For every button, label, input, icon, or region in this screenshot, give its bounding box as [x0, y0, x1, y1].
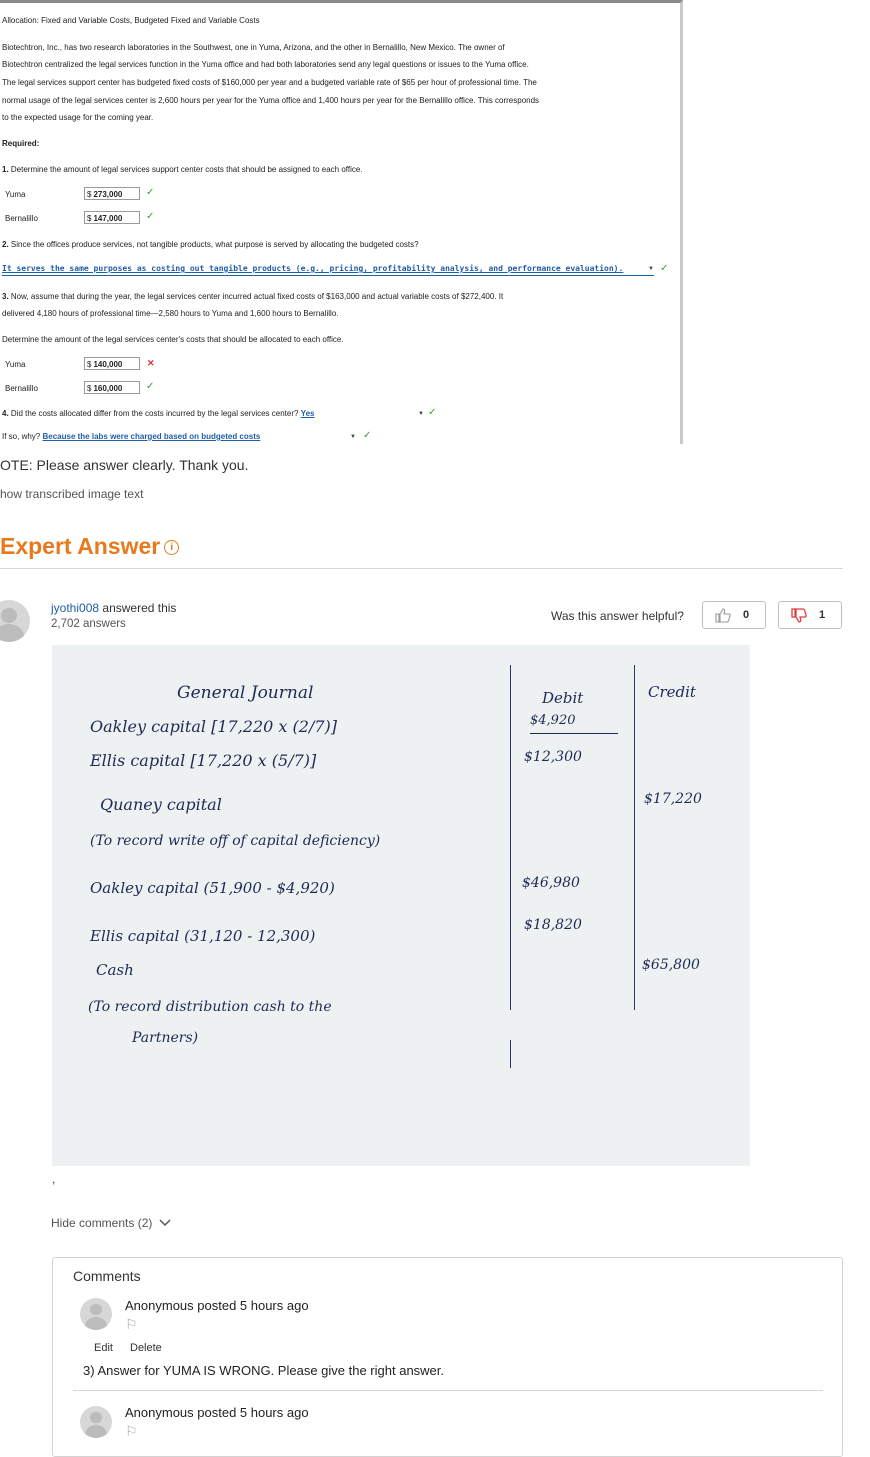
- journal-line: Ellis capital (31,120 - 12,300): [90, 927, 316, 945]
- chevron-down-icon[interactable]: ▼: [350, 434, 356, 440]
- hide-comments-toggle[interactable]: Hide comments (2): [51, 1216, 171, 1230]
- thumbs-up-button[interactable]: [702, 601, 766, 629]
- required-label: Required:: [2, 139, 40, 148]
- debit-header: Debit: [542, 689, 584, 707]
- problem-paragraph-line: Biotechtron, Inc., has two research laboratories in the Southwest, one in Yuma, Arizona, and the other in Bernalillo, New Mexico. The owner of: [2, 43, 505, 52]
- avatar: [0, 600, 30, 642]
- info-icon[interactable]: i: [164, 540, 179, 555]
- comment-text: 3) Answer for YUMA IS WRONG. Please give the right answer.: [83, 1363, 445, 1378]
- thumbs-down-button[interactable]: [778, 601, 842, 629]
- expert-answer-title: Expert Answer: [0, 533, 161, 559]
- credit-value: $17,220: [644, 791, 702, 807]
- debit-value: $4,920: [530, 713, 576, 728]
- correct-check-icon: ✓: [363, 430, 372, 441]
- q3-bernalillo-label: Bernalillo: [5, 384, 38, 393]
- journal-line: Partners): [132, 1030, 199, 1046]
- helpful-question: Was this answer helpful?: [551, 609, 684, 623]
- delete-link[interactable]: Delete: [130, 1342, 162, 1354]
- journal-line: Ellis capital [17,220 x (5/7)]: [90, 751, 317, 770]
- comment-author: Anonymous posted 5 hours ago: [125, 1298, 309, 1313]
- debit-value: $46,980: [522, 875, 580, 891]
- column-divider: [510, 1040, 511, 1068]
- q4-why-dropdown[interactable]: Because the labs were charged based on budgeted costs: [42, 432, 261, 441]
- journal-line: Quaney capital: [100, 795, 222, 814]
- chevron-down-icon[interactable]: ▼: [648, 266, 654, 272]
- thumbs-up-icon: [715, 608, 731, 623]
- question-3-subtext: Determine the amount of the legal services center's costs that should be allocated to each office.: [2, 335, 344, 344]
- flag-icon[interactable]: ⚐: [125, 1316, 138, 1332]
- q3-yuma-label: Yuma: [5, 360, 26, 369]
- expert-answer-heading: [0, 533, 179, 560]
- q3-bernalillo-input[interactable]: $ 160,000: [84, 381, 140, 394]
- correct-check-icon: ✓: [660, 263, 669, 274]
- problem-panel: [0, 0, 683, 444]
- question-4-why: If so, why? Because the labs were charged based on budgeted costs: [2, 432, 261, 441]
- q3-yuma-input[interactable]: $ 140,000: [84, 357, 140, 370]
- journal-line: Oakley capital (51,900 - $4,920): [90, 879, 335, 897]
- question-1: 1. Determine the amount of legal services support center costs that should be assigned to each office.: [2, 165, 363, 174]
- column-divider: [510, 665, 511, 1010]
- comments-heading: Comments: [73, 1268, 141, 1284]
- q1-yuma-input[interactable]: $ 273,000: [84, 187, 140, 200]
- stray-mark: ,: [52, 1172, 56, 1186]
- question-3-line: delivered 4,180 hours of professional time—2,580 hours to Yuma and 1,600 hours to Bernalillo.: [2, 309, 339, 318]
- debit-value: $18,820: [524, 917, 582, 933]
- correct-check-icon: ✓: [146, 211, 155, 222]
- comments-panel: [52, 1257, 843, 1457]
- journal-line: (To record write off of capital deficiency): [90, 833, 381, 849]
- down-count: 1: [819, 609, 826, 621]
- problem-title: Allocation: Fixed and Variable Costs, Budgeted Fixed and Variable Costs: [2, 16, 260, 25]
- chevron-down-icon: [159, 1219, 171, 1227]
- question-4: 4. Did the costs allocated differ from the costs incurred by the legal services center? Yes: [2, 409, 315, 418]
- question-3: 3. Now, assume that during the year, the legal services center incurred actual fixed costs of $163,000 and actual variable costs of $272,400. It: [2, 292, 504, 301]
- journal-line: Oakley capital [17,220 x (2/7)]: [90, 717, 337, 736]
- show-transcribed-link[interactable]: how transcribed image text: [0, 487, 144, 501]
- column-divider: [634, 665, 635, 1010]
- debit-value: $12,300: [524, 749, 582, 765]
- problem-paragraph-line: to the expected usage for the coming year.: [2, 113, 154, 122]
- q2-answer-dropdown[interactable]: It serves the same purposes as costing out tangible products (e.g., pricing, profitability analysis, and performance evaluation).: [2, 264, 624, 273]
- correct-check-icon: ✓: [428, 407, 437, 418]
- strike-mark: [530, 733, 618, 734]
- dropdown-underline: [2, 275, 654, 276]
- journal-heading: General Journal: [177, 683, 314, 703]
- handwritten-journal-image: [52, 645, 750, 1166]
- thumbs-down-icon: [791, 608, 807, 623]
- section-divider: [0, 568, 843, 569]
- q4-answer-dropdown[interactable]: Yes: [300, 409, 315, 418]
- problem-paragraph-line: Biotechtron centralized the legal services function in the Yuma office and had both laboratories send any legal questions or issues to the Yuma office.: [2, 60, 529, 69]
- avatar: [80, 1406, 112, 1438]
- correct-check-icon: ✓: [146, 187, 155, 198]
- chevron-down-icon[interactable]: ▼: [418, 411, 424, 417]
- question-2: 2. Since the offices produce services, not tangible products, what purpose is served by allocating the budgeted costs?: [2, 240, 419, 249]
- problem-paragraph-line: normal usage of the legal services center is 2,600 hours per year for the Yuma office and 1,400 hours per year for the Bernalillo office. This corresponds: [2, 96, 540, 105]
- question-note: OTE: Please answer clearly. Thank you.: [0, 457, 249, 473]
- answer-count: 2,702 answers: [51, 618, 126, 630]
- comment-author: Anonymous posted 5 hours ago: [125, 1405, 309, 1420]
- correct-check-icon: ✓: [146, 381, 155, 392]
- credit-value: $65,800: [642, 957, 700, 973]
- up-count: 0: [743, 609, 750, 621]
- credit-header: Credit: [648, 683, 696, 701]
- wrong-x-icon: ✕: [147, 358, 155, 368]
- answerer-line: jyothi008 answered this: [51, 601, 177, 615]
- avatar: [80, 1298, 112, 1330]
- q1-bernalillo-input[interactable]: $ 147,000: [84, 211, 140, 224]
- q1-yuma-label: Yuma: [5, 190, 26, 199]
- journal-line: Cash: [96, 961, 134, 979]
- answerer-name[interactable]: jyothi008: [51, 601, 100, 615]
- journal-line: (To record distribution cash to the: [88, 999, 332, 1015]
- comment-divider: [73, 1390, 823, 1391]
- edit-link[interactable]: Edit: [94, 1342, 113, 1354]
- flag-icon[interactable]: ⚐: [125, 1423, 138, 1439]
- problem-paragraph-line: The legal services support center has budgeted fixed costs of $160,000 per year and a budgeted variable rate of $65 per hour of professional time. The: [2, 78, 537, 87]
- q1-bernalillo-label: Bernalillo: [5, 214, 38, 223]
